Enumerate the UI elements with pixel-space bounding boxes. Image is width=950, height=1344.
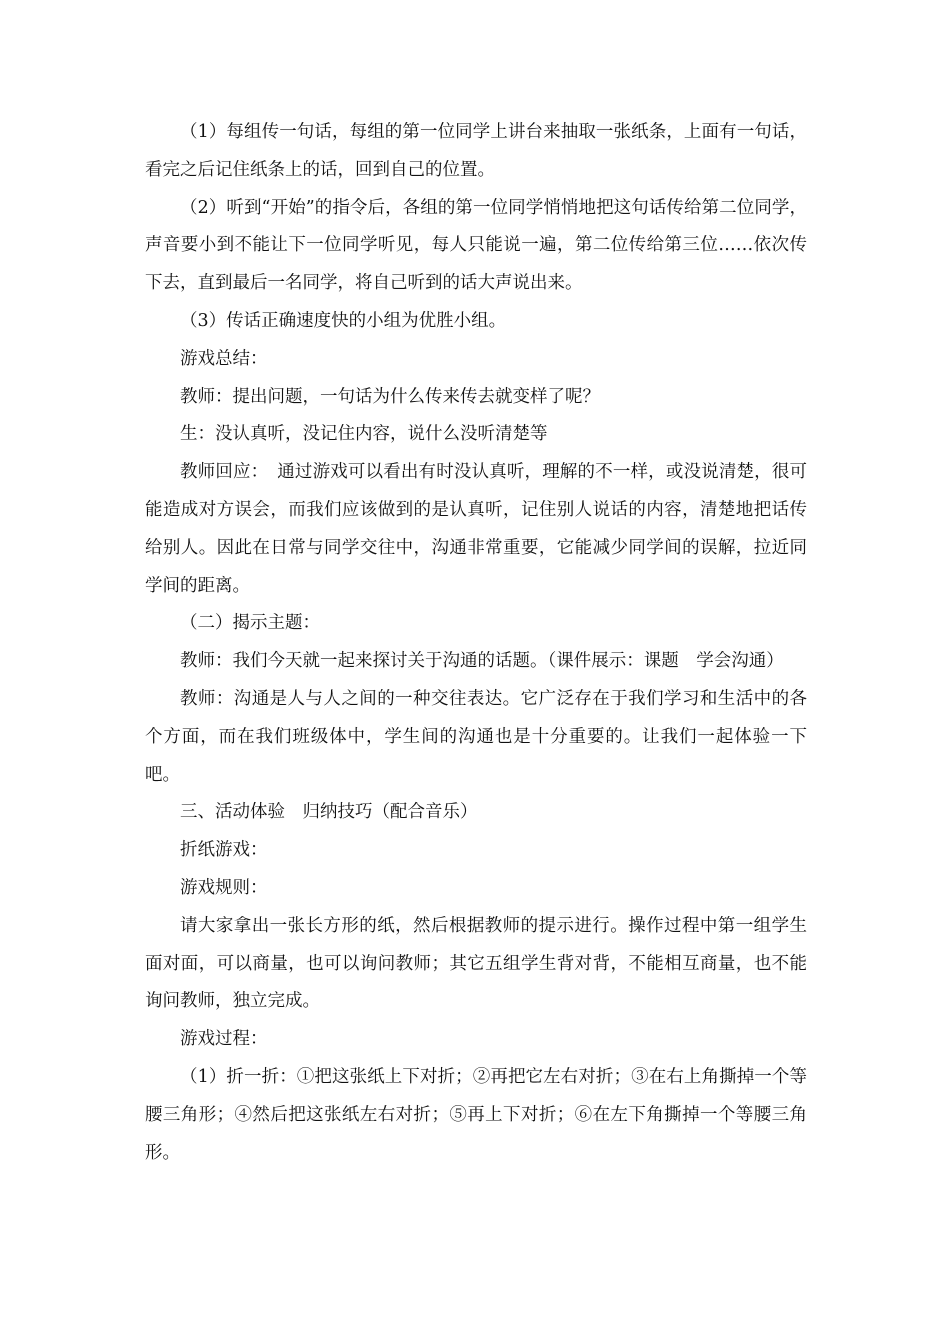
heading-origami-game: 折纸游戏： <box>180 840 268 861</box>
paragraph-student-answer: 生：没认真听，没记住内容，说什么没听清楚等 <box>180 424 548 445</box>
heading-game-process: 游戏过程： <box>180 1029 268 1050</box>
heading-game-summary: 游戏总结： <box>180 348 268 369</box>
paragraph-pass-message-rule-1: （1）每组传一句话，每组的第一位同学上讲台来抽取一张纸条，上面有一句话，看完之后记住纸条上的话，回到自己的位置。 <box>145 122 807 180</box>
heading-game-rules: 游戏规则： <box>180 877 268 898</box>
heading-activity-experience: 三、活动体验 归纳技巧（配合音乐） <box>180 802 478 823</box>
paragraph-folding-steps: （1）折一折：①把这张纸上下对折；②再把它左右对折；③在右上角撕掉一个等腰三角形；④然后把这张纸左右对折；⑤再上下对折；⑥在左下角撕掉一个等腰三角形。 <box>145 1066 807 1163</box>
paragraph-teacher-response: 教师回应： 通过游戏可以看出有时没认真听，理解的不一样，或没说清楚，很可能造成对方误会，而我们应该做到的是认真听，记住别人说话的内容，清楚地把话传给别人。因此在日常与同学交往中，沟通非常重要，它能减少同学间的误解，拉近同学间的距离。 <box>145 462 807 596</box>
paragraph-teacher-topic: 教师：我们今天就一起来探讨关于沟通的话题。（课件展示：课题 学会沟通） <box>180 651 784 672</box>
paragraph-teacher-question: 教师：提出问题，一句话为什么传来传去就变样了呢？ <box>180 386 600 407</box>
paragraph-pass-message-rule-2: （2）听到“开始”的指令后，各组的第一位同学悄悄地把这句话传给第二位同学，声音要小到不能让下一位同学听见，每人只能说一遍，第二位传给第三位……依次传下去，直到最后一名同学，将自己听到的话大声说出来。 <box>145 197 807 294</box>
paragraph-game-rules: 请大家拿出一张长方形的纸，然后根据教师的提示进行。操作过程中第一组学生面对面，可以商量，也可以询问教师；其它五组学生背对背，不能相互商量，也不能询问教师，独立完成。 <box>145 915 807 1012</box>
paragraph-pass-message-rule-3: （3）传话正确速度快的小组为优胜小组。 <box>180 310 507 331</box>
document-body <box>145 114 807 1172</box>
heading-reveal-theme: （二）揭示主题： <box>180 613 320 634</box>
paragraph-teacher-communication: 教师：沟通是人与人之间的一种交往表达。它广泛存在于我们学习和生活中的各个方面，而在我们班级体中，学生间的沟通也是十分重要的。让我们一起体验一下吧。 <box>145 688 807 785</box>
